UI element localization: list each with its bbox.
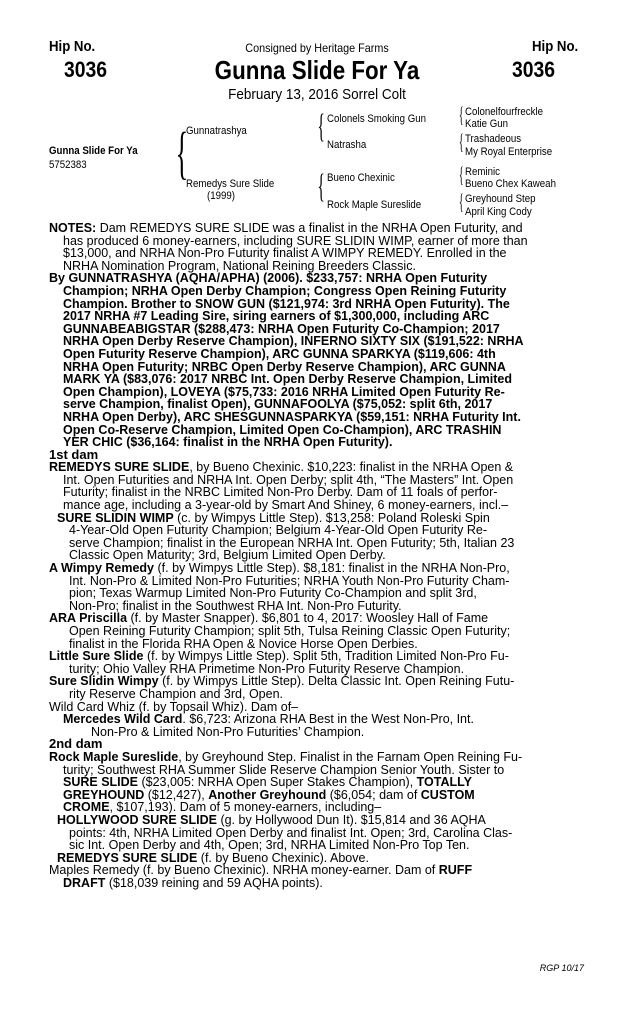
first-dam-heading: 1st dam (49, 446, 99, 462)
first-dam-line: Int. Open Futurities and NRHA Int. Open Derby; split 4th, “The Masters” Int. Open (63, 472, 514, 487)
catalog-body (49, 222, 589, 889)
sire-line: Champion; NRHA Open Derby Champion; Congress Open Reining Futurity (63, 283, 507, 298)
dss-name: Reminic (465, 166, 500, 178)
notes-paragraph (49, 222, 589, 272)
dds-name: Greyhound Step (465, 193, 536, 205)
second-dam-line: ($6,054; dam of (326, 787, 421, 802)
sds-name: Trashadeous (465, 133, 522, 145)
produce-sure-slidin-wimp (49, 512, 589, 562)
dam-name: Remedys Sure Slide (186, 178, 275, 190)
dam-year: (1999) (207, 190, 235, 202)
produce-line: rity Reserve Champion and 3rd, Open. (69, 686, 283, 701)
produce-line: serve Champion; finalist in the European NRHA Int. Open Futurity; 5th, Italian 23 (69, 535, 515, 550)
first-dam-line: , by Bueno Chexinic. $10,223: finalist in the NRHA Open & (189, 460, 514, 475)
brace-gen3-a: { (458, 102, 464, 127)
brace-gen3-d: { (458, 189, 464, 214)
produce-line: pion; Texas Warmup Limited Non-Pro Futurity Co-Champion and split 3rd, (69, 586, 477, 601)
hip-label-right: Hip No. (532, 38, 579, 55)
produce-hollywood-sure-slide (49, 814, 589, 852)
produce-line: Non-Pro & Limited Non-Pro Futurities’ Champion. (91, 724, 365, 739)
second-dam-line: turity; Southwest RHA Summer Slide Reserve Champion Senior Youth. Sister to (63, 762, 505, 777)
produce-line: (f. by Wimpys Little Step). $8,181: finalist in the NRHA Non-Pro, (154, 561, 510, 576)
produce-line: (f. by Master Snapper). $6,801 to 4, 2017: Woosley Hall of Fame (127, 611, 489, 626)
first-dam-line: Futurity; finalist in the NRBC Limited Non-Pro Derby. Dam of 11 foals of perfor- (63, 485, 498, 500)
brace-gen2-sire: { (317, 108, 325, 145)
produce-line: (g. by Hollywood Dun It). $15,814 and 36 AQHA (216, 812, 486, 827)
produce-line: Open Reining Futurity Champion; split 5th, Tulsa Reining Classic Open Futurity; (69, 624, 511, 638)
produce-line: ($18,039 reining and 59 AQHA points). (105, 875, 323, 890)
produce-name: Mercedes Wild Card (63, 712, 183, 727)
brace-gen2-dam: { (317, 168, 325, 205)
dam-sire: Bueno Chexinic (327, 172, 395, 184)
dam-dam: Rock Maple Sureslide (327, 199, 422, 211)
sire-dam: Natrasha (327, 139, 367, 151)
produce-sure-slidin-wimpy (49, 675, 589, 700)
sire-line: By GUNNATRASHYA (AQHA/APHA) (2006). $233,757: NRHA Open Futurity (49, 271, 488, 286)
produce-line: (f. by Wimpys Little Step). Split 5th, Tradition Limited Non-Pro Fu- (143, 649, 509, 664)
produce-name: A Wimpy Remedy (49, 561, 155, 576)
produce-name: HOLLYWOOD SURE SLIDE (57, 812, 217, 827)
notes-line: $13,000, and NRHA Non-Pro Futurity finalist A WIMPY REMEDY. Enrolled in the (63, 246, 507, 261)
sibling-name: CUSTOM (420, 787, 475, 802)
sdd-name: My Royal Enterprise (465, 146, 553, 158)
sibling-name: Another Greyhound (208, 787, 327, 802)
produce-line: sic Int. Open Derby and 4th, Open; 3rd, NRHA Limited Non-Pro Top Ten. (69, 838, 470, 853)
first-dam-paragraph (49, 461, 589, 511)
produce-mercedes-wild-card (49, 713, 589, 738)
produce-line: (f. by Wimpys Little Step). Delta Classic Int. Open Reining Futu- (158, 674, 515, 689)
produce-a-wimpy-remedy (49, 562, 589, 612)
sire-line: Champion. Brother to SNOW GUN ($121,974: 3rd NRHA Open Futurity). The (63, 296, 510, 311)
hip-label-left: Hip No. (49, 38, 96, 55)
second-dam-line: ($12,427), (144, 787, 209, 802)
hip-number-right: 3036 (512, 57, 556, 82)
sire-line: NRHA Open Derby), ARC SHESGUNNASPARKYA ($59,151: NRHA Futurity Int. (63, 409, 521, 424)
produce-name: SURE SLIDIN WIMP (57, 510, 174, 525)
notes-label: NOTES: (49, 221, 97, 235)
sire-line: Open Futurity Reserve Champion), ARC GUNNA SPARKYA ($119,606: 4th (63, 346, 496, 361)
grandproduce-name: RUFF (438, 863, 473, 878)
sire-line: NRHA Open Derby Reserve Champion), INFERNO SIXTY SIX ($191,522: NRHA (63, 334, 524, 349)
sire-line: Open Co-Reserve Champion, Limited Open Co-Champion), ARC TRASHIN (63, 422, 502, 437)
first-dam-name: REMEDYS SURE SLIDE (49, 460, 190, 475)
second-dam-line: ($23,005: NRHA Open Super Stakes Champion), (138, 775, 417, 790)
sibling-name: TOTALLY (416, 775, 472, 790)
produce-maples-remedy (49, 864, 589, 889)
produce-line: (c. by Wimpys Little Step). $13,258: Poland Roleski Spin (173, 510, 490, 525)
ssd-name: Katie Gun (465, 118, 509, 130)
sibling-name: CROME (63, 800, 110, 815)
foaling-info: February 13, 2016 Sorrel Colt (228, 86, 406, 103)
sire-line: Open Champion), LOVEYA ($75,733: 2016 NRHA Limited Open Futurity Re- (63, 384, 505, 399)
produce-line: Maples Remedy (f. by Bueno Chexinic). NRHA money-earner. Dam of (49, 863, 439, 878)
produce-name: ARA Priscilla (49, 611, 128, 626)
produce-line: 4-Year-Old Open Futurity Champion; Belgium 4-Year-Old Open Futurity Re- (69, 523, 488, 538)
produce-name: Sure Slidin Wimpy (49, 674, 159, 689)
produce-line: Classic Open Maturity; 3rd, Belgium Limited Open Derby. (69, 548, 386, 563)
produce-line: Int. Non-Pro & Limited Non-Pro Futurities; NRHA Youth Non-Pro Futurity Cham- (69, 573, 510, 588)
first-dam-line: mance age, including a 3-year-old by Smart And Shiney, 6 money-earners, incl.– (63, 498, 509, 513)
notes-line: has produced 6 money-earners, including SURE SLIDIN WIMP, earner of more than (63, 233, 528, 248)
ddd-name: April King Cody (465, 206, 532, 218)
dsd-name: Bueno Chex Kaweah (465, 178, 556, 190)
produce-line: . $6,723: Arizona RHA Best in the West Non-Pro, Int. (182, 712, 474, 727)
produce-line: finalist in the Florida RHA Open & Novice Horse Open Derbies. (69, 636, 418, 651)
sire-name: Gunnatrashya (186, 125, 247, 137)
sire-line: 2017 NRHA #7 Leading Sire, siring earners of $1,300,000, including ARC (63, 309, 490, 324)
footer-code: RGP 10/17 (539, 963, 584, 973)
brace-gen3-b: { (458, 129, 464, 154)
notes-line: NRHA Nomination Program, National Reining Breeders Classic. (63, 258, 416, 273)
second-dam-heading: 2nd dam (49, 736, 103, 752)
sire-line: YER CHIC ($36,164: finalist in the NRHA Open Futurity). (63, 435, 393, 450)
second-dam-line: , by Greyhound Step. Finalist in the Farnam Open Reining Fu- (178, 749, 523, 764)
produce-name: Little Sure Slide (49, 649, 144, 664)
second-dam-paragraph (49, 751, 589, 814)
pedigree-subject: Gunna Slide For Ya (49, 145, 138, 157)
sibling-name: SURE SLIDE (63, 775, 139, 790)
brace-gen3-c: { (458, 162, 464, 187)
sire-line: MARK YA ($83,076: 2017 NRBC Int. Open Derby Reserve Champion, Limited (63, 372, 512, 387)
sire-line: NRHA Open Futurity; NRBC Open Derby Reserve Champion), ARC GUNNA (63, 359, 506, 374)
consignor: Consigned by Heritage Farms (245, 41, 389, 55)
sss-name: Colonelfourfreckle (465, 106, 544, 118)
produce-line: (f. by Bueno Chexinic). Above. (197, 850, 369, 865)
notes-line: Dam REMEDYS SURE SLIDE was a finalist in the NRHA Open Futurity, and (96, 221, 523, 235)
produce-line: Non-Pro; finalist in the Southwest RHA Int. Non-Pro Futurity. (69, 598, 402, 613)
wild-card-whiz-line: Wild Card Whiz (f. by Topsail Whiz). Dam of– (49, 699, 299, 714)
sire-sire: Colonels Smoking Gun (327, 113, 427, 125)
sire-line: GUNNABEABIGSTAR ($288,473: NRHA Open Futurity Co-Champion; 2017 (63, 321, 500, 336)
horse-name: Gunna Slide For Ya (214, 55, 420, 85)
produce-line: points: 4th, NRHA Limited Open Derby and finalist Int. Open; 3rd, Carolina Clas- (69, 825, 513, 840)
grandproduce-name: DRAFT (63, 875, 106, 890)
brace-gen1: { (175, 120, 189, 185)
second-dam-line: , $107,193). Dam of 5 money-earners, including– (109, 800, 382, 815)
produce-ara-priscilla (49, 612, 589, 650)
produce-line: turity; Ohio Valley RHA Primetime Non-Pro Futurity Reserve Champion. (69, 661, 465, 676)
registration-number: 5752383 (49, 159, 87, 171)
sire-line: serve Champion, finalist Open), GUNNAFOOLYA ($75,052: split 6th, 2017 (63, 397, 493, 412)
hip-number-left: 3036 (64, 57, 108, 82)
produce-little-sure-slide (49, 650, 589, 675)
produce-name: REMEDYS SURE SLIDE (57, 850, 198, 865)
sire-paragraph (49, 272, 589, 448)
sibling-name: GREYHOUND (63, 787, 145, 802)
second-dam-name: Rock Maple Sureslide (49, 749, 179, 764)
